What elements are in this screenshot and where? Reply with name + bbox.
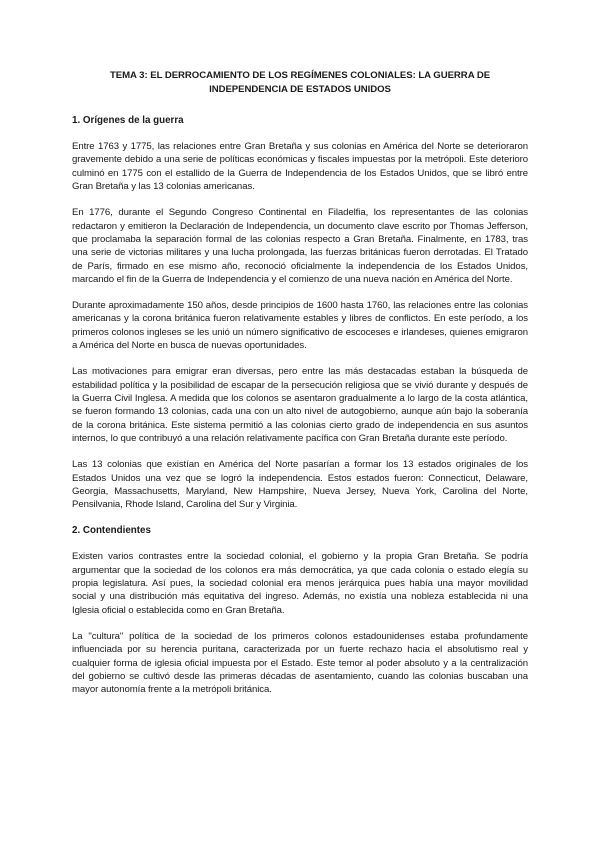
- section-heading: 2. Contendientes: [72, 525, 151, 537]
- paragraph: Entre 1763 y 1775, las relaciones entre Gran Bretaña y sus colonias en América del Norte se deterioraron gravemente debido a una serie de políticas económicas y fiscales impuestas por la metrópoli. Este deterioro culminó en 1775 con el estallido de la Guerra de Independencia de los Estados Unidos, que se libró entre Gran Bretaña y las 13 colonias americanas.: [72, 141, 528, 193]
- document-title: TEMA 3: EL DERROCAMIENTO DE LOS REGÍMENES COLONIALES: LA GUERRA DE INDEPENDENCIA DE ESTADOS UNIDOS: [109, 70, 491, 95]
- paragraph: En 1776, durante el Segundo Congreso Continental en Filadelfia, los representantes de las colonias redactaron y emitieron la Declaración de Independencia, un documento clave escrito por Thomas Jefferson, que proclamaba la separación formal de las colonias respecto a Gran Bretaña. Finalmente, en 1783, tras una serie de victorias militares y una lucha prolongada, las fuerzas británicas fueron derrotadas. El Tratado de París, firmado en ese mismo año, reconoció oficialmente la independencia de los Estados Unidos, marcando el fin de la Guerra de Independencia y el comienzo de una nueva nación en América del Norte.: [72, 207, 528, 286]
- paragraph: Durante aproximadamente 150 años, desde principios de 1600 hasta 1760, las relaciones entre las colonias americanas y la corona británica fueron relativamente estables y libres de conflictos. En este período, a los primeros colonos ingleses se les unió un número significativo de escoceses e irlandeses, quienes emigraron a América del Norte en busca de nuevas oportunidades.: [72, 300, 528, 352]
- paragraph: Existen varios contrastes entre la sociedad colonial, el gobierno y la propia Gran Bretaña. Se podría argumentar que la sociedad de los colonos era más democrática, ya que cada colonia o estado elegía su propia legislatura. Así pues, la sociedad colonial era menos jerárquica pues había una mayor movilidad social y una distribución más equitativa del ingreso. Además, no existía una nobleza establecida ni una Iglesia oficial o establecida como en Gran Bretaña.: [72, 551, 528, 616]
- section-contendientes: [72, 524, 528, 697]
- section-origenes: [72, 114, 528, 512]
- paragraph: Las motivaciones para emigrar eran diversas, pero entre las más destacadas estaban la búsqueda de estabilidad política y la posibilidad de escapar de la persecución religiosa que se vivió durante y después de la Guerra Civil Inglesa. A medida que los colonos se asentaron gradualmente a lo largo de la costa atlántica, se fueron formando 13 colonias, cada una con un alto nivel de autogobierno, aunque aún bajo la soberanía de la corona británica. Este sistema permitió a las colonias cierto grado de independencia en sus asuntos internos, lo que contribuyó a una relación relativamente pacífica con Gran Bretaña durante este período.: [72, 366, 528, 445]
- paragraph: Las 13 colonias que existían en América del Norte pasarían a formar los 13 estados originales de los Estados Unidos una vez que se logró la independencia. Estos estados fueron: Connecticut, Delaware, Georgia, Massachusetts, Maryland, New Hampshire, Nueva Jersey, Nueva York, Carolina del Norte, Pensilvania, Rhode Island, Carolina del Sur y Virginia.: [72, 459, 528, 511]
- section-heading: 1. Orígenes de la guerra: [72, 115, 184, 126]
- document-body: [72, 69, 528, 709]
- paragraph: La "cultura" política de la sociedad de los primeros colonos estadounidenses estaba profundamente influenciada por su herencia puritana, caracterizada por un fuerte rechazo hacia el absolutismo real y cualquier forma de iglesia oficial impuesta por el Estado. Este temor al poder absoluto y a la centralización del gobierno se cultivó desde las primeras décadas de asentamiento, cuando las colonias buscaban una mayor autonomía frente a la metrópoli británica.: [72, 630, 528, 696]
